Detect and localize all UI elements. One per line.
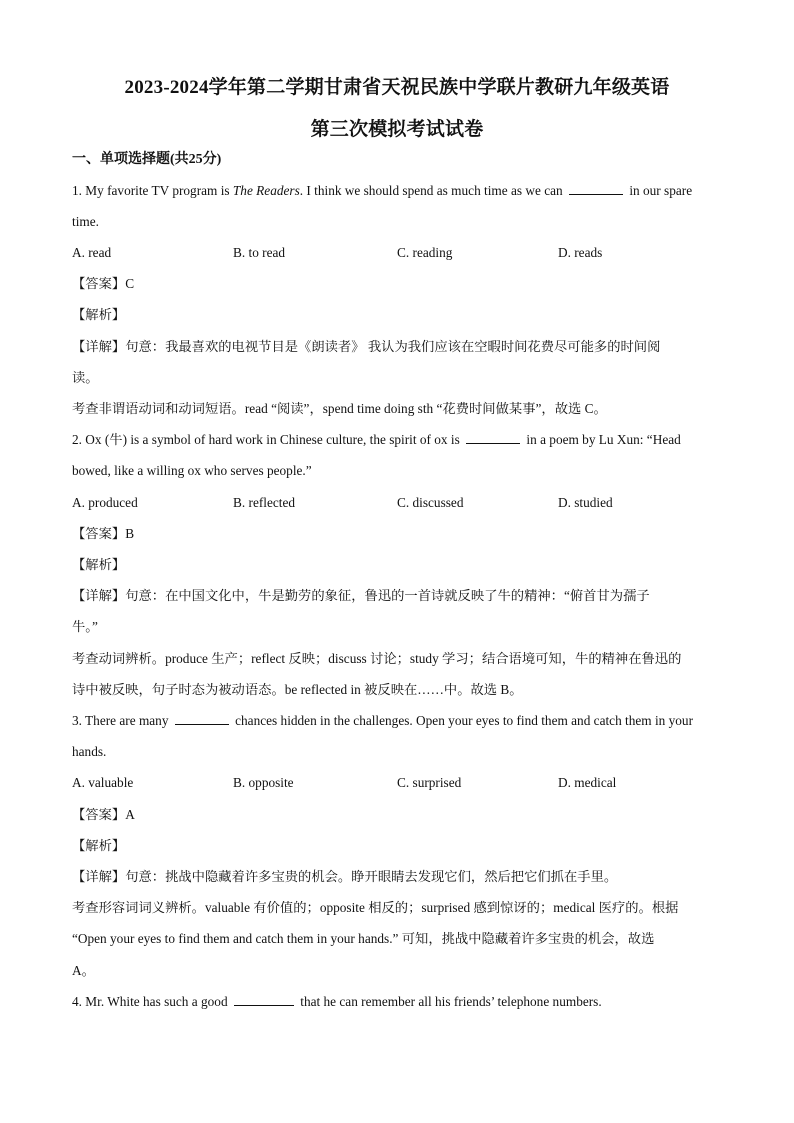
q2-option-d: D. studied [558,495,613,510]
q3-option-c: C. surprised [397,775,462,790]
q3-explain-cont: “Open your eyes to find them and catch them in your hands.” 可知，挑战中隐藏着许多宝贵的机会，故选 [72,931,655,946]
q3-blank [175,713,229,725]
section-heading: 一、单项选择题(共25分) [72,152,222,167]
q2-answer: 【答案】B [72,526,135,541]
q2-detail: 【详解】句意：在中国文化中，牛是勤劳的象征，鲁迅的一首诗就反映了牛的精神：“俯首甘为孺子 [72,588,650,603]
q2-explain: 考查动词辨析。produce 生产；reflect 反映；discuss 讨论；study 学习；结合语境可知，牛的精神在鲁迅的 [72,651,682,666]
q1-italic-title: The Readers [232,183,300,198]
q1-explain: 考查非谓语动词和动词短语。read “阅读”，spend time doing sth “花费时间做某事”，故选 C。 [72,401,607,416]
q2-blank [466,432,520,444]
q2-explain-cont: 诗中被反映，句子时态为被动语态。be reflected in 被反映在……中。故选 B。 [72,682,523,697]
q3-analysis-label: 【解析】 [72,838,126,853]
q2-option-b: B. reflected [233,495,296,510]
q3-option-b: B. opposite [233,775,294,790]
q1-option-b: B. to read [233,245,286,260]
q3-option-d: D. medical [558,775,617,790]
q3-option-a: A. valuable [72,775,134,790]
q1-option-d: D. reads [558,245,603,260]
q4-stem: 4. Mr. White has such a good that he can remember all his friends’ telephone numbers. [72,994,602,1009]
q2-stem: 2. Ox (牛) is a symbol of hard work in Chinese culture, the spirit of ox is in a poem by Lu Xun: “Head [72,432,681,447]
q2-option-a: A. produced [72,495,138,510]
q1-analysis-label: 【解析】 [72,307,126,322]
q1-option-c: C. reading [397,245,453,260]
q1-detail-cont: 读。 [72,370,99,385]
q1-stem: 1. My favorite TV program is The Readers. I think we should spend as much time as we can in our spare [72,183,693,198]
q2-analysis-label: 【解析】 [72,557,126,572]
q3-answer: 【答案】A [72,807,135,822]
q1-blank [569,183,623,195]
q3-stem-cont: hands. [72,744,107,759]
q2-stem-cont: bowed, like a willing ox who serves people.” [72,463,312,478]
q3-stem: 3. There are many chances hidden in the challenges. Open your eyes to find them and catch them in your [72,713,693,728]
q1-detail: 【详解】句意：我最喜欢的电视节目是《朗读者》 我认为我们应该在空暇时间花费尽可能多的时间阅 [72,339,661,354]
q3-detail: 【详解】句意：挑战中隐藏着许多宝贵的机会。睁开眼睛去发现它们，然后把它们抓在手里。 [72,869,618,884]
q1-option-a: A. read [72,245,112,260]
title-line-2: 第三次模拟考试试卷 [310,119,484,140]
q2-detail-cont: 牛。” [72,619,98,634]
q4-blank [234,994,294,1006]
q3-explain-cont-2: A。 [72,963,95,978]
q1-answer: 【答案】C [72,276,135,291]
q1-stem-cont: time. [72,214,99,229]
title-line-1: 2023-2024学年第二学期甘肃省天祝民族中学联片教研九年级英语 [124,77,670,98]
q3-explain: 考查形容词词义辨析。valuable 有价值的；opposite 相反的；surprised 感到惊讶的；medical 医疗的。根据 [72,900,679,915]
q2-option-c: C. discussed [397,495,464,510]
